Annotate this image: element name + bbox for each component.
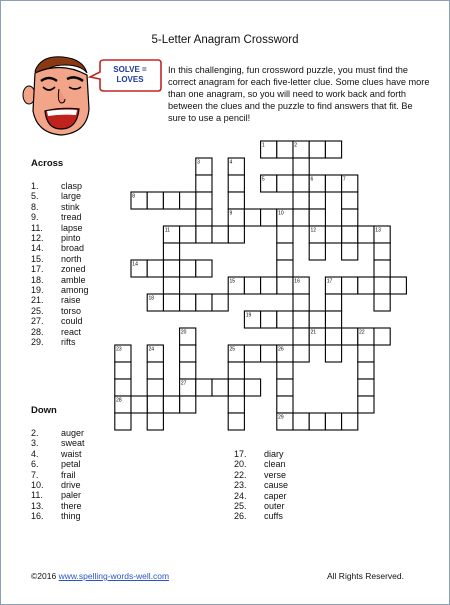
grid-cell[interactable] [358, 277, 374, 294]
grid-cell-number: 21 [310, 329, 317, 336]
down-heading: Down [31, 405, 57, 416]
grid-cell[interactable] [325, 141, 341, 158]
grid-cell[interactable] [180, 396, 196, 413]
clue-word: broad [61, 243, 85, 254]
clue-number: 11. [31, 222, 43, 233]
grid-cell[interactable] [325, 175, 341, 192]
grid-cell-number: 7 [342, 176, 346, 183]
clue-number: 25. [31, 305, 44, 316]
grid-cell[interactable] [342, 209, 358, 226]
clue-word: react [61, 326, 82, 337]
clue-number: 7. [31, 469, 39, 480]
grid-cell-number: 4 [229, 159, 233, 166]
clue-number: 29. [31, 337, 44, 347]
grid-cell[interactable] [374, 294, 390, 311]
grid-cell[interactable] [212, 226, 228, 243]
clue-word: paler [61, 490, 82, 501]
across-heading: Across [31, 158, 64, 169]
grid-cell[interactable] [293, 175, 309, 192]
grid-cell[interactable] [115, 362, 131, 379]
grid-cell[interactable] [277, 141, 293, 158]
grid-cell[interactable] [147, 192, 163, 209]
grid-cell[interactable] [196, 175, 212, 192]
clue-word: among [61, 285, 89, 295]
grid-cell[interactable] [358, 226, 374, 243]
grid-cell[interactable] [390, 277, 406, 294]
grid-cell-number: 12 [310, 227, 317, 234]
clue-number: 24. [234, 490, 247, 501]
grid-cell[interactable] [277, 311, 293, 328]
clue-number: 16. [31, 511, 44, 522]
grid-cell[interactable] [115, 413, 131, 430]
rights-text: All Rights Reserved. [327, 571, 405, 581]
grid-cell[interactable] [163, 294, 179, 311]
clue-number: 1. [31, 181, 39, 191]
grid-cell[interactable] [325, 294, 341, 311]
grid-cell[interactable] [325, 328, 341, 345]
grid-cell[interactable] [293, 345, 309, 362]
grid-cell-number: 20 [180, 329, 187, 336]
grid-cell[interactable] [180, 260, 196, 277]
grid-cell[interactable] [342, 328, 358, 345]
clue-number: 12. [31, 233, 44, 243]
grid-cell-number: 6 [310, 176, 314, 183]
grid-cell[interactable] [358, 379, 374, 396]
clue-number: 21. [31, 295, 44, 306]
clue-word: waist [61, 448, 82, 459]
clue-number: 9. [31, 212, 39, 223]
grid-cell-number: 8 [132, 193, 136, 200]
grid-cell-number: 25 [229, 346, 236, 353]
grid-cell[interactable] [374, 243, 390, 260]
grid-cell[interactable] [342, 277, 358, 294]
grid-cell[interactable] [228, 362, 244, 379]
clue-word: tread [61, 212, 82, 223]
grid-cell[interactable] [325, 311, 341, 328]
grid-cell[interactable] [228, 175, 244, 192]
clue-word: cause [264, 480, 289, 491]
grid-cell[interactable] [277, 396, 293, 413]
grid-cell[interactable] [293, 294, 309, 311]
grid-cell-number: 9 [229, 210, 233, 217]
clue-number: 5. [31, 191, 39, 202]
grid-cell-number: 14 [132, 261, 138, 268]
clue-word: there [61, 500, 82, 511]
grid-cell[interactable] [261, 277, 277, 294]
clue-number: 2. [31, 428, 39, 438]
grid-cell[interactable] [309, 209, 325, 226]
grid-cell-number: 2 [294, 142, 298, 149]
clue-number: 17. [234, 449, 247, 459]
clue-number: 26. [234, 511, 247, 522]
grid-cell[interactable] [277, 175, 293, 192]
clue-word: caper [264, 490, 287, 501]
grid-cell[interactable] [244, 209, 260, 226]
grid-cell[interactable] [131, 396, 147, 413]
grid-cell[interactable] [261, 345, 277, 362]
clue-word: cuffs [264, 511, 283, 522]
clue-word: diary [264, 449, 284, 459]
clue-word: sweat [61, 438, 85, 449]
clue-number: 19. [31, 285, 44, 295]
clue-word: raise [61, 295, 81, 306]
grid-cell[interactable] [147, 260, 163, 277]
grid-cell[interactable] [277, 260, 293, 277]
grid-cell[interactable] [115, 379, 131, 396]
grid-cell[interactable] [293, 311, 309, 328]
grid-cell[interactable] [293, 158, 309, 175]
grid-cell[interactable] [228, 379, 244, 396]
grid-cell[interactable] [163, 192, 179, 209]
clue-word: zoned [61, 264, 86, 275]
clue-word: stink [61, 201, 80, 212]
grid-cell[interactable] [309, 311, 325, 328]
grid-cell[interactable] [196, 209, 212, 226]
clue-number: 27. [31, 316, 44, 327]
grid-cell-number: 29 [278, 414, 284, 421]
website-link[interactable]: www.spelling-words-well.com [58, 571, 170, 581]
grid-cell[interactable] [358, 362, 374, 379]
grid-cell[interactable] [325, 413, 341, 430]
grid-cell-number: 18 [148, 295, 155, 302]
grid-cell[interactable] [163, 260, 179, 277]
grid-cell[interactable] [180, 192, 196, 209]
footer-left [31, 571, 169, 581]
grid-cell[interactable] [277, 379, 293, 396]
grid-cell[interactable] [163, 277, 179, 294]
grid-cell[interactable] [293, 328, 309, 345]
grid-cell[interactable] [293, 209, 309, 226]
grid-cell[interactable] [196, 294, 212, 311]
grid-cell[interactable] [374, 328, 390, 345]
grid-cell-number: 26 [278, 346, 284, 353]
grid-cell[interactable] [180, 294, 196, 311]
clue-number: 10. [31, 480, 44, 490]
clue-word: could [61, 316, 83, 327]
clue-word: large [61, 191, 82, 202]
grid-cell[interactable] [147, 362, 163, 379]
clue-number: 11. [31, 490, 43, 501]
grid-cell-number: 13 [375, 227, 381, 234]
grid-cell[interactable] [196, 379, 212, 396]
grid-cell[interactable] [228, 413, 244, 430]
clue-number: 28. [31, 326, 44, 337]
grid-cell[interactable] [196, 192, 212, 209]
clue-number: 14. [31, 243, 44, 254]
grid-cell[interactable] [309, 192, 325, 209]
grid-cell-number: 27 [180, 380, 187, 387]
clue-number: 13. [31, 500, 44, 511]
grid-cell[interactable] [244, 277, 260, 294]
grid-cell-number: 22 [359, 329, 365, 336]
grid-cell[interactable] [277, 243, 293, 260]
grid-cell-number: 19 [245, 312, 252, 319]
grid-cell[interactable] [147, 396, 163, 413]
grid-cell[interactable] [163, 243, 179, 260]
clue-word: verse [264, 469, 287, 480]
clue-number: 15. [31, 253, 44, 264]
grid-cell[interactable] [293, 192, 309, 209]
grid-cell[interactable] [147, 379, 163, 396]
grid-cell-number: 23 [116, 346, 122, 353]
grid-cell-number: 28 [116, 397, 122, 404]
grid-cell[interactable] [196, 226, 212, 243]
clue-number: 18. [31, 274, 44, 285]
clue-word: outer [264, 501, 285, 511]
clue-word: auger [61, 428, 85, 438]
clue-word: rifts [61, 337, 76, 347]
clue-word: frail [61, 469, 76, 480]
intro-paragraph: In this challenging, fun crossword puzzle, you must find the correct anagram for each five-letter clue. Some clues have more than one anagram, so you will need to work back and forth between the clues and the puzzle to find answers that fit. Be sure to use a pencil! [168, 65, 430, 123]
grid-cell[interactable] [180, 362, 196, 379]
clue-number: 20. [234, 459, 247, 470]
grid-cell[interactable] [325, 345, 341, 362]
grid-cell-number: 5 [261, 176, 265, 183]
grid-cell[interactable] [342, 243, 358, 260]
clue-number: 4. [31, 448, 39, 459]
grid-cell[interactable] [277, 277, 293, 294]
grid-cell[interactable] [342, 192, 358, 209]
clue-number: 22. [234, 469, 247, 480]
clue-number: 6. [31, 459, 39, 470]
grid-cell[interactable] [147, 413, 163, 430]
grid-cell-number: 11 [164, 227, 170, 234]
grid-cell-number: 15 [229, 278, 236, 285]
bubble-text: SOLVE = LOVES [113, 65, 147, 84]
grid-cell[interactable] [180, 226, 196, 243]
grid-cell-number: 16 [294, 278, 300, 285]
clue-word: amble [61, 274, 86, 285]
grid-cell[interactable] [196, 260, 212, 277]
copyright-text: ©2016 [31, 571, 57, 581]
clue-number: 17. [31, 264, 44, 275]
grid-cell[interactable] [374, 260, 390, 277]
clue-word: clean [264, 459, 286, 470]
grid-cell[interactable] [228, 396, 244, 413]
grid-cell[interactable] [212, 294, 228, 311]
grid-cell[interactable] [309, 243, 325, 260]
clue-number: 8. [31, 201, 39, 212]
grid-cell-number: 24 [148, 346, 155, 353]
grid-cell[interactable] [244, 379, 260, 396]
clue-word: torso [61, 305, 82, 316]
grid-cell[interactable] [244, 345, 260, 362]
grid-cell[interactable] [261, 209, 277, 226]
clue-word: north [61, 253, 82, 264]
grid-cell[interactable] [293, 413, 309, 430]
grid-cell[interactable] [228, 192, 244, 209]
clue-word: petal [61, 459, 81, 470]
grid-cell[interactable] [309, 141, 325, 158]
grid-cell[interactable] [358, 345, 374, 362]
grid-cell[interactable] [277, 362, 293, 379]
grid-cell-number: 17 [326, 278, 333, 285]
grid-cell[interactable] [342, 226, 358, 243]
grid-cell[interactable] [325, 226, 341, 243]
clue-word: pinto [61, 233, 81, 243]
clue-word: thing [61, 511, 81, 522]
grid-cell-number: 3 [197, 159, 200, 166]
grid-cell[interactable] [163, 396, 179, 413]
grid-cell[interactable] [374, 277, 390, 294]
grid-cell-number: 10 [278, 210, 284, 217]
grid-cell[interactable] [309, 413, 325, 430]
grid-cell-number: 1 [261, 142, 265, 149]
clue-word: clasp [61, 181, 83, 191]
clue-number: 25. [234, 501, 247, 511]
grid-cell[interactable] [261, 311, 277, 328]
grid-cell[interactable] [180, 345, 196, 362]
grid-cell[interactable] [358, 396, 374, 413]
page-title: 5-Letter Anagram Crossword [151, 34, 299, 46]
clue-number: 3. [31, 438, 39, 449]
grid-cell[interactable] [228, 226, 244, 243]
grid-cell[interactable] [277, 226, 293, 243]
grid-cell[interactable] [342, 413, 358, 430]
clue-word: lapse [61, 222, 83, 233]
clue-word: drive [61, 480, 81, 490]
clue-number: 23. [234, 480, 247, 491]
grid-cell[interactable] [212, 379, 228, 396]
